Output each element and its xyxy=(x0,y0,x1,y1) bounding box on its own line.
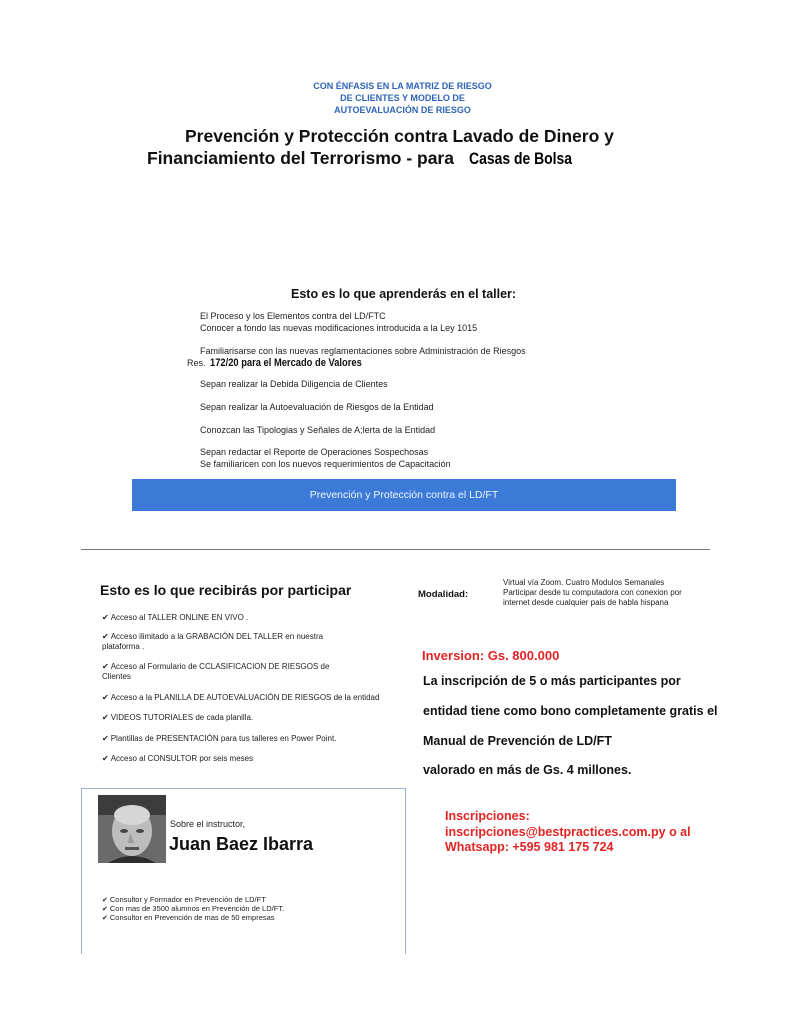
modality-label: Modalidad: xyxy=(418,589,469,600)
modality-line: Virtual vía Zoom. Cuatro Modulos Semanales xyxy=(503,578,665,587)
page-title-accent: Casas de Bolsa xyxy=(468,149,572,168)
benefit-item xyxy=(102,632,352,652)
benefit-text: Plantillas de PRESENTACIÓN para tus talleres en Power Point. xyxy=(110,734,337,743)
resolution-label: Res. xyxy=(187,358,206,368)
registration-label: Inscripciones: xyxy=(445,809,530,823)
instructor-portrait-icon xyxy=(98,795,166,863)
emphasis-note-line: DE CLIENTES Y MODELO DE xyxy=(340,93,465,103)
benefits-heading: Esto es lo que recibirás por participar xyxy=(100,582,352,598)
benefit-item xyxy=(102,713,387,723)
modality-line: Participar desde tu computadora con conexion por xyxy=(503,588,682,597)
benefit-item xyxy=(102,613,387,623)
resolution-value: 172/20 para el Mercado de Valores xyxy=(210,357,362,369)
checkmark-icon: ✔ xyxy=(102,693,109,702)
modality-line: internet desde cualquier pais de habla hispana xyxy=(503,598,669,607)
benefit-text: Acceso al Formulario de CCLASIFICACION DE RIESGOS de Clientes xyxy=(102,662,330,681)
checkmark-icon: ✔ xyxy=(102,754,109,763)
checkmark-icon: ✔ xyxy=(102,734,109,743)
bonus-line: entidad tiene como bono completamente gratis el xyxy=(423,704,718,718)
benefit-item xyxy=(102,662,342,682)
learn-item: Conocer a fondo las nuevas modificaciones introducida a la Ley 1015 xyxy=(200,323,478,333)
benefit-item xyxy=(102,754,387,764)
benefit-text: Acceso al CONSULTOR por seis meses xyxy=(110,754,254,763)
checkmark-icon: ✔ xyxy=(102,905,108,913)
checkmark-icon: ✔ xyxy=(102,914,108,922)
learn-item: Sepan realizar la Autoevaluación de Riesgos de la Entidad xyxy=(200,402,434,412)
section-divider xyxy=(81,549,710,550)
checkmark-icon: ✔ xyxy=(102,896,108,904)
registration-whatsapp[interactable]: Whatsapp: +595 981 175 724 xyxy=(445,840,614,854)
registration-info xyxy=(445,809,691,856)
benefit-text: Acceso al TALLER ONLINE EN VIVO . xyxy=(110,613,249,622)
instructor-intro: Sobre el instructor, xyxy=(170,819,246,829)
learn-item: Se familiaricen con los nuevos requerimientos de Capacitación xyxy=(200,459,451,469)
learn-heading: Esto es lo que aprenderás en el taller: xyxy=(291,287,517,301)
investment-price: Inversion: Gs. 800.000 xyxy=(422,648,560,663)
benefit-item xyxy=(102,734,387,744)
page-title-line1: Prevención y Protección contra Lavado de Dinero y xyxy=(185,126,614,146)
benefit-text: Acceso ilimitado a la GRABACIÓN DEL TALLER en nuestra plataforma . xyxy=(102,632,324,651)
checkmark-icon: ✔ xyxy=(102,632,109,641)
registration-email[interactable]: inscripciones@bestpractices.com.py o al xyxy=(445,824,691,839)
credential-text: Consultor en Prevención de mas de 50 empresas xyxy=(109,913,275,922)
checkmark-icon: ✔ xyxy=(102,662,109,671)
page-title-line2-text: Financiamiento del Terrorismo - para xyxy=(147,148,454,168)
learn-item: El Proceso y los Elementos contra del LD/FTC xyxy=(200,311,386,321)
learn-item: Conozcan las Tipologias y Señales de A;lerta de la Entidad xyxy=(200,425,436,435)
benefit-text: Acceso a la PLANILLA DE AUTOEVALUACIÓN DE RIESGOS de la entidad xyxy=(110,693,380,702)
credential-text: Con mas de 3500 alumnos en Prevención de LD/FT. xyxy=(109,904,285,913)
modality-description xyxy=(503,578,713,608)
checkmark-icon: ✔ xyxy=(102,613,109,622)
bonus-line: La inscripción de 5 o más participantes por xyxy=(423,674,681,688)
bonus-line: Manual de Prevención de LD/FT xyxy=(423,734,612,748)
learn-item: Sepan redactar el Reporte de Operaciones Sospechosas xyxy=(200,447,429,457)
credential-item xyxy=(102,914,275,923)
credential-text: Consultor y Formador en Prevención de LD/FT xyxy=(109,895,266,904)
benefit-item xyxy=(102,693,384,703)
page-title-line2 xyxy=(147,148,595,169)
emphasis-note-line: CON ÉNFASIS EN LA MATRIZ DE RIESGO xyxy=(313,81,492,91)
course-banner-button[interactable]: Prevención y Protección contra el LD/FT xyxy=(132,479,676,511)
learn-item: Sepan realizar la Debida Diligencia de Clientes xyxy=(200,379,388,389)
learn-item: Familiarisarse con las nuevas reglamentaciones sobre Administración de Riesgos xyxy=(200,346,526,356)
instructor-name: Juan Baez Ibarra xyxy=(169,834,314,854)
emphasis-note xyxy=(250,80,555,116)
benefit-text: VIDEOS TUTORIALES de cada planilla. xyxy=(110,713,254,722)
checkmark-icon: ✔ xyxy=(102,713,109,722)
instructor-photo xyxy=(98,795,166,863)
emphasis-note-line: AUTOEVALUACIÓN DE RIESGO xyxy=(334,105,471,115)
bonus-line: valorado en más de Gs. 4 millones. xyxy=(423,763,632,777)
